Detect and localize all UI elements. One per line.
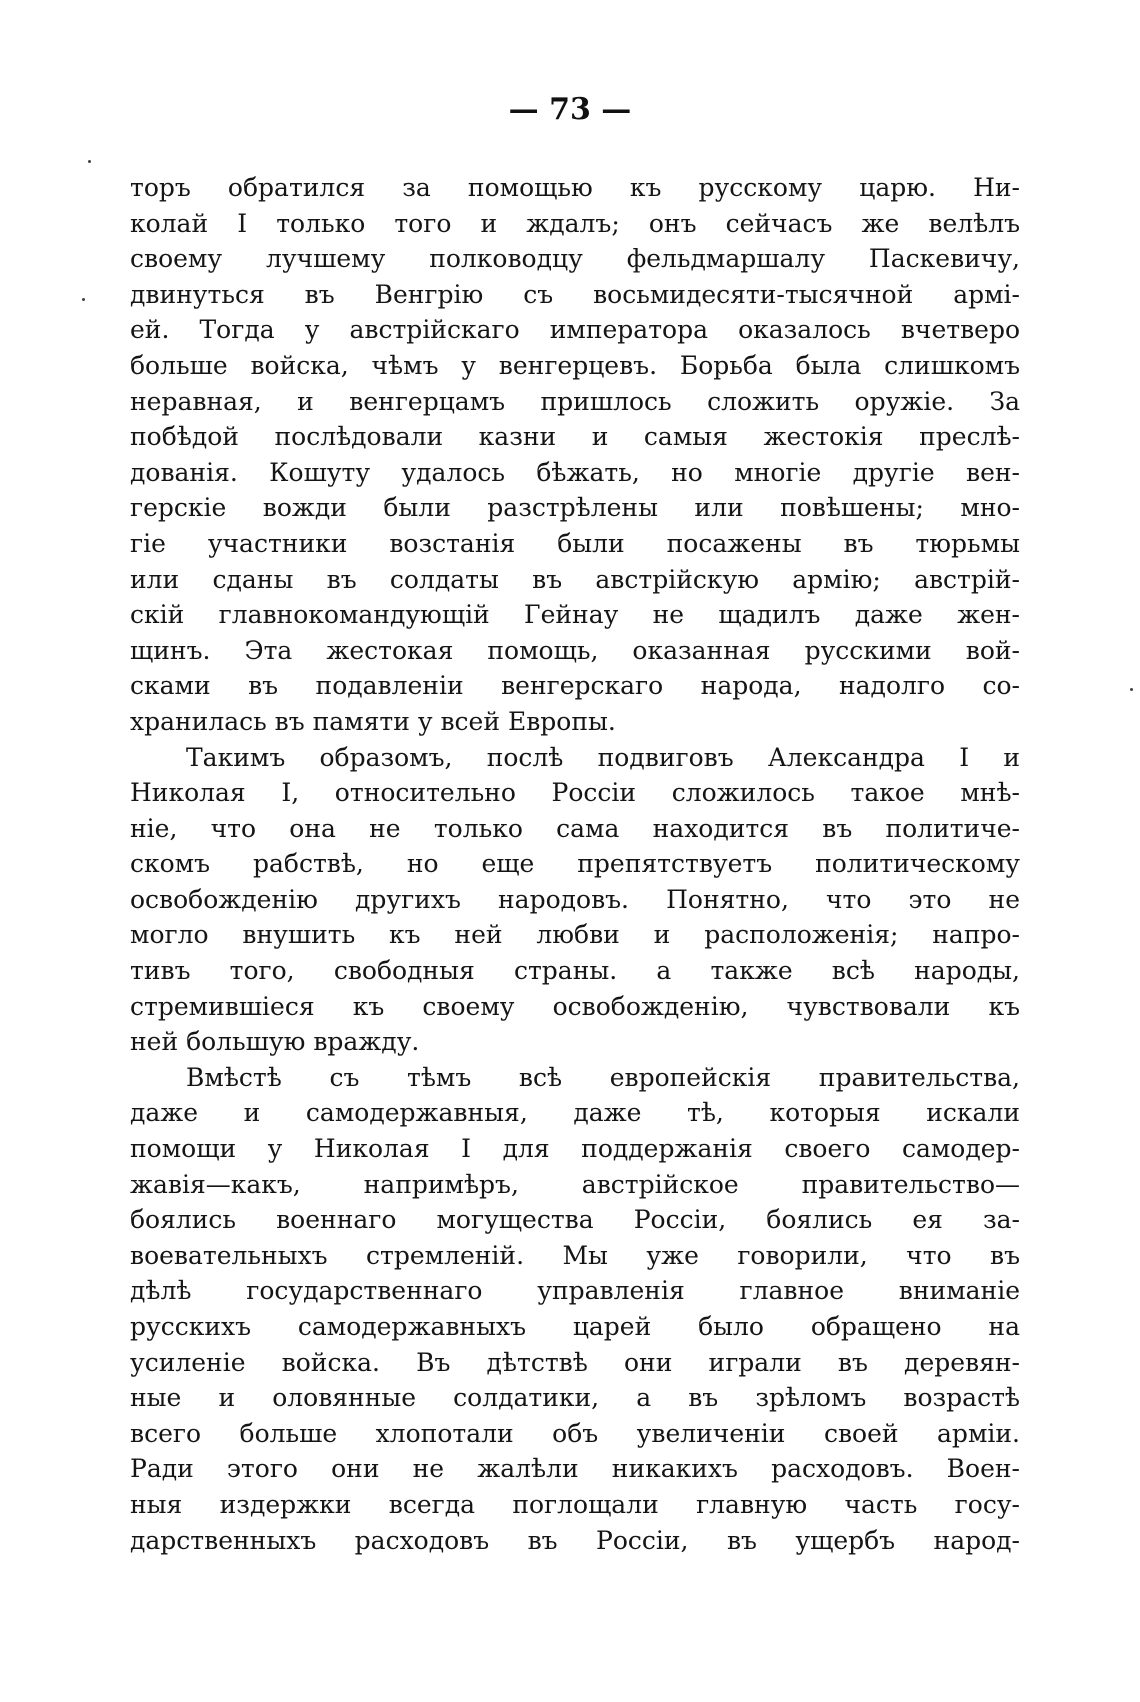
text-line: могло внушить къ ней любви и расположенія; напро- [130, 920, 1020, 950]
text-line: даже и самодержавныя, даже тѣ, которыя искали [130, 1098, 1020, 1128]
paragraph-2 [130, 740, 1020, 1060]
text-line: Николая I, относительно Россіи сложилось такое мнѣ- [130, 778, 1020, 808]
text-line: больше войска, чѣмъ у венгерцевъ. Борьба была слишкомъ [130, 350, 1020, 380]
paragraph-3 [130, 1060, 1020, 1558]
text-line: боялись военнаго могущества Россіи, боялись ея за- [130, 1205, 1020, 1235]
text-line: скомъ рабствѣ, но еще препятствуетъ политическому [130, 849, 1020, 879]
text-line: гіе участники возстанія были посажены въ тюрьмы [130, 528, 1020, 558]
text-line: воевательныхъ стремленій. Мы уже говорили, что въ [130, 1240, 1020, 1270]
text-line: всего больше хлопотали объ увеличеніи своей арміи. [130, 1418, 1020, 1448]
text-line: жавія—какъ, напримѣръ, австрійское правительство— [130, 1169, 1020, 1199]
text-line: усиленіе войска. Въ дѣтствѣ они играли въ деревян- [130, 1347, 1020, 1377]
text-line: Ради этого они не жалѣли никакихъ расходовъ. Воен- [130, 1454, 1020, 1484]
text-line: ніе, что она не только сама находится въ политиче- [130, 813, 1020, 843]
text-line: хранилась въ памяти у всей Европы. [130, 706, 616, 736]
text-line: ныя издержки всегда поглощали главную часть госу- [130, 1489, 1020, 1519]
text-line: двинуться въ Венгрію съ восьмидесяти-тысячной армі- [130, 279, 1020, 309]
text-line: стремившіеся къ своему освобожденію, чувствовали къ [130, 991, 1020, 1021]
text-line: торъ обратился за помощью къ русскому царю. Ни- [130, 173, 1020, 202]
text-line: Такимъ образомъ, послѣ подвиговъ Александра I и [186, 742, 1020, 772]
text-line: ные и оловянные солдатики, а въ зрѣломъ возрастѣ [130, 1383, 1020, 1413]
text-line: дѣлѣ государственнаго управленія главное вниманіе [130, 1276, 1020, 1306]
text-line: помощи у Николая I для поддержанія своего самодер- [130, 1134, 1020, 1164]
text-line: тивъ того, свободныя страны. а также всѣ народы, [130, 956, 1020, 986]
scan-speck [82, 298, 85, 301]
text-line: скій главнокомандующій Гейнау не щадилъ даже жен- [130, 600, 1020, 630]
text-line: или сданы въ солдаты въ австрійскую армію; австрій- [130, 564, 1020, 594]
text-line: дарственныхъ расходовъ въ Россіи, въ ущербъ народ- [130, 1525, 1020, 1555]
paragraph-1 [130, 170, 1020, 740]
text-line: своему лучшему полководцу фельдмаршалу Паскевичу, [130, 244, 1020, 274]
text-line: освобожденію другихъ народовъ. Понятно, что это не [130, 884, 1020, 914]
text-line: колай I только того и ждалъ; онъ сейчасъ же велѣлъ [130, 208, 1020, 238]
text-line: герскіе вожди были разстрѣлены или повѣшены; мно- [130, 493, 1020, 523]
text-line: сками въ подавленіи венгерскаго народа, надолго со- [130, 671, 1020, 701]
text-line: ей. Тогда у австрійскаго императора оказалось вчетверо [130, 315, 1020, 345]
page-number: — 73 — [508, 92, 632, 127]
text-line: дованія. Кошуту удалось бѣжать, но многіе другіе вен- [130, 457, 1020, 487]
text-line: ней большую вражду. [130, 1027, 420, 1057]
text-line: русскихъ самодержавныхъ царей было обращено на [130, 1312, 1020, 1341]
body-text [130, 170, 1020, 1558]
text-line: Вмѣстѣ съ тѣмъ всѣ европейскія правительства, [186, 1062, 1020, 1092]
text-line: неравная, и венгерцамъ пришлось сложить оружіе. За [130, 386, 1020, 416]
text-line: побѣдой послѣдовали казни и самыя жестокія преслѣ- [130, 422, 1020, 452]
scan-speck [88, 160, 91, 163]
scan-speck [1130, 688, 1133, 691]
text-line: щинъ. Эта жестокая помощь, оказанная русскими вой- [130, 635, 1020, 665]
